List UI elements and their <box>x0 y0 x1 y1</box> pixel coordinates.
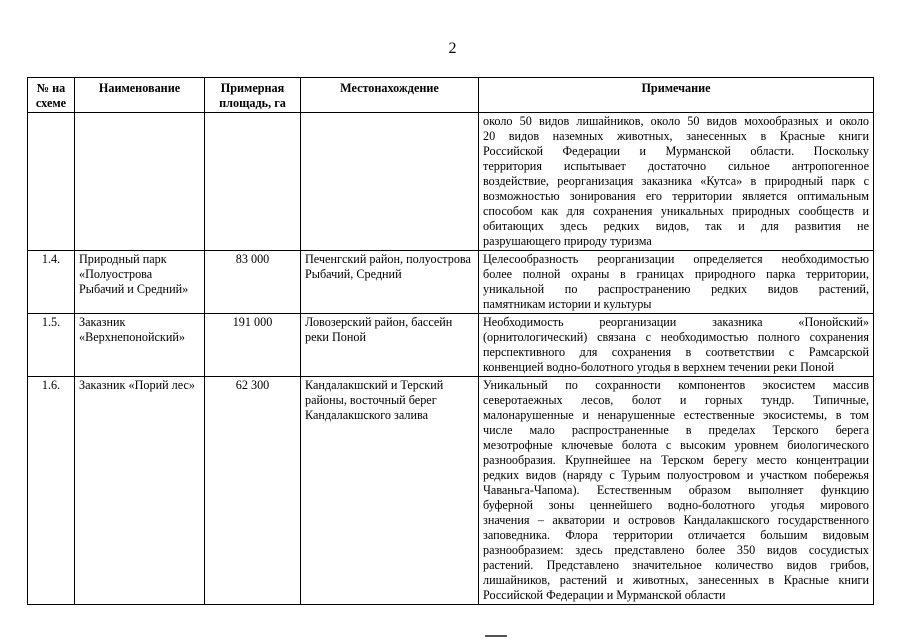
note-line: конвенцией водно-болотного угодья в верхнем течении реки Поной <box>483 360 835 374</box>
row-name: Заказник «Верхнепонойский» <box>75 314 205 377</box>
note-line: воздействие, реорганизация заказника «Кутса» в природный парк с <box>483 174 869 188</box>
note-line: растений. Представлено значительное количество видов грибов, <box>483 558 869 572</box>
note-line: буферной зоны ценнейшего водно-болотного угодья мирового <box>483 498 869 512</box>
note-line: редких видов (наряду с Турьим полуостровом и участком побережья <box>483 468 869 482</box>
row-name <box>75 113 205 251</box>
note-line: Уникальный по сохранности компонентов экосистем массив <box>483 378 869 392</box>
table-row <box>28 377 874 605</box>
row-number: 1.5. <box>28 314 75 377</box>
note-line: более полной охраны в границах природного парка территории, <box>483 267 869 281</box>
row-area <box>205 113 301 251</box>
table-row <box>28 113 874 251</box>
note-line: способом как для сохранения уникальных природных сообществ и <box>483 204 869 218</box>
note-line: северотаежных лесов, болот и горных тундр. Типичные, <box>483 393 869 407</box>
note-line: мезотрофные ключевые болота с высоким уровнем биологического <box>483 438 869 452</box>
row-number: 1.6. <box>28 377 75 605</box>
row-note <box>479 377 874 605</box>
row-name: Заказник «Порий лес» <box>75 377 205 605</box>
header-location: Местонахождение <box>301 78 479 113</box>
table-header-row <box>28 78 874 113</box>
note-line: около 50 видов лишайников, около 50 видов мохообразных и около <box>483 114 869 128</box>
header-num: № на схеме <box>28 78 75 113</box>
header-name: Наименование <box>75 78 205 113</box>
page-edge-mark <box>485 635 507 637</box>
row-number: 1.4. <box>28 251 75 314</box>
note-line: разнообразия. Крупнейшее на Терском берегу место концентрации <box>483 453 869 467</box>
row-location: Кандалакшский и Терский районы, восточный берег Кандалакшского залива <box>301 377 479 605</box>
row-name: Природный парк «Полуострова Рыбачий и Средний» <box>75 251 205 314</box>
note-line: разрушающего природу туризма <box>483 234 652 248</box>
note-line: числе мало распространенные в пределах Терского берега <box>483 423 869 437</box>
table-row <box>28 251 874 314</box>
note-line: обитающих здесь редких видов, так и для развития не <box>483 219 869 233</box>
note-line: Российской Федерации и Мурманской области <box>483 588 726 602</box>
row-location: Ловозерский район, бассейн реки Поной <box>301 314 479 377</box>
note-line: памятникам истории и культуры <box>483 297 652 311</box>
row-note <box>479 251 874 314</box>
note-line: 20 видов наземных животных, занесенных в Красные книги <box>483 129 869 143</box>
note-line: перспективного для сохранения в соответствии с Рамсарской <box>483 345 869 359</box>
note-line: заповедника. Флора территории отличается большим видовым <box>483 528 869 542</box>
note-line: (орнитологический) связана с необходимостью полного сохранения <box>483 330 869 344</box>
row-area: 62 300 <box>205 377 301 605</box>
row-location: Печенгский район, полуострова Рыбачий, Средний <box>301 251 479 314</box>
note-line: Чаваньга-Чапома). Естественным образом выполняет функцию <box>483 483 869 497</box>
note-line: Необходимость реорганизации заказника «Понойский» <box>483 315 869 329</box>
note-line: разнообразием: здесь представлено более 350 видов сосудистых <box>483 543 869 557</box>
row-area: 83 000 <box>205 251 301 314</box>
note-line: малонарушенные и ненарушенные естественные экосистемы, в том <box>483 408 869 422</box>
row-number <box>28 113 75 251</box>
note-line: Целесообразность реорганизации определяется необходимостью <box>483 252 869 266</box>
note-line: уникальной по распространению редких видов растений, <box>483 282 869 296</box>
note-line: значения – акватории и островов Кандалакшского государственного <box>483 513 869 527</box>
page-number: 2 <box>448 40 457 57</box>
row-area: 191 000 <box>205 314 301 377</box>
row-location <box>301 113 479 251</box>
header-note: Примечание <box>479 78 874 113</box>
note-line: лишайников, растений и животных, занесенных в Красные книги <box>483 573 869 587</box>
note-line: Российской Федерации и Мурманской области. Поскольку <box>483 144 869 158</box>
table-row <box>28 314 874 377</box>
note-line: территория испытывает достаточно сильное антропогенное <box>483 159 869 173</box>
header-area: Примерная площадь, га <box>205 78 301 113</box>
note-line: возможностью зонирования его территории является оптимальным <box>483 189 869 203</box>
nature-areas-table <box>27 77 874 605</box>
row-note <box>479 314 874 377</box>
row-note <box>479 113 874 251</box>
